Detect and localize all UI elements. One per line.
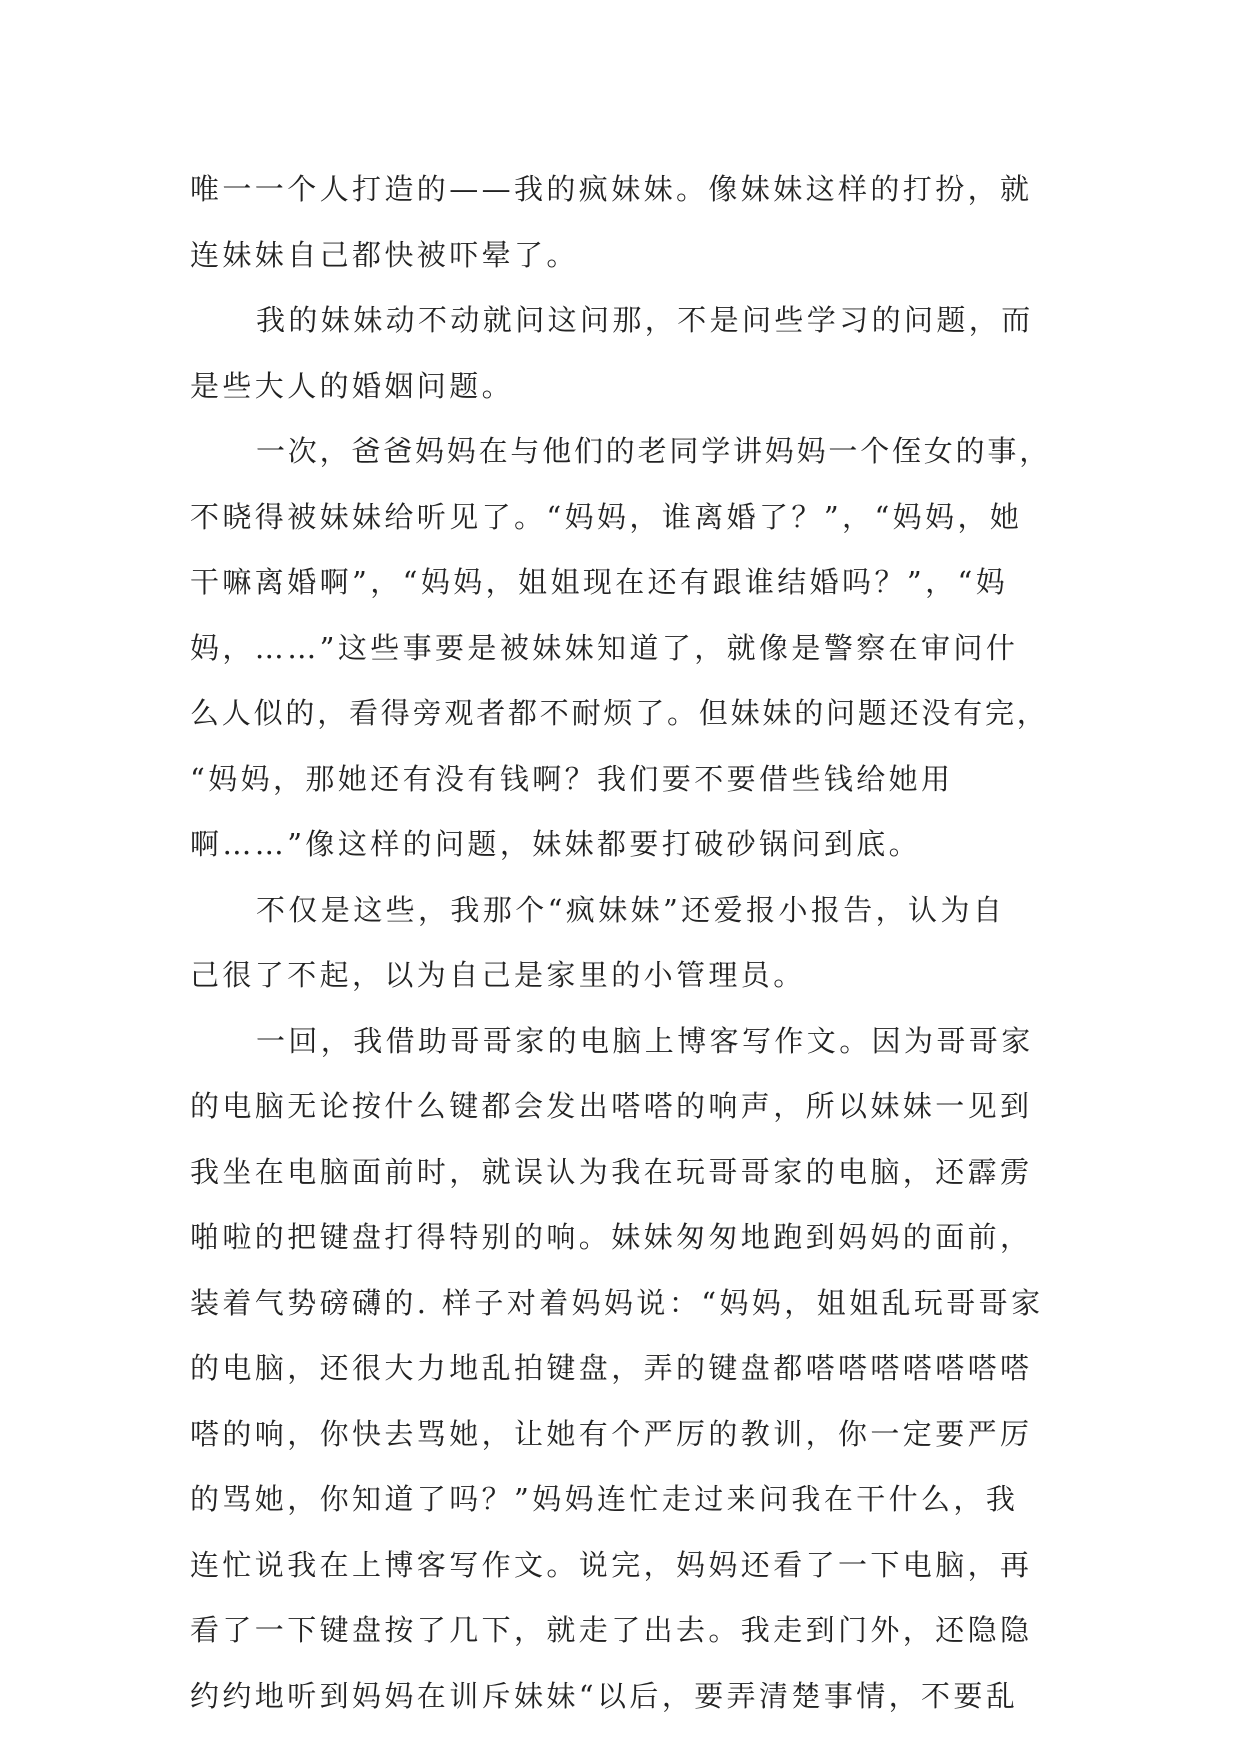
text-line: “妈妈，那她还有没有钱啊？我们要不要借些钱给她用 [190, 761, 954, 796]
text-line: 约约地听到妈妈在训斥妹妹“以后，要弄清楚事情，不要乱 [190, 1678, 1019, 1713]
text-line: 唯一一个人打造的——我的疯妹妹。像妹妹这样的打扮，就 [190, 172, 1033, 206]
text-line: 的骂她，你知道了吗？”妈妈连忙走过来问我在干什么，我 [190, 1482, 1019, 1516]
text-line: 嗒的响，你快去骂她，让她有个严厉的教训，你一定要严厉 [190, 1416, 1033, 1451]
text-line: 是些大人的婚姻问题。 [190, 368, 515, 403]
text-line: 不晓得被妹妹给听见了。“妈妈，谁离婚了？”，“妈妈，她 [190, 499, 1023, 534]
text-line: 连妹妹自己都快被吓晕了。 [190, 237, 579, 272]
text-line: 干嘛离婚啊”，“妈妈，姐姐现在还有跟谁结婚吗？”，“妈 [190, 565, 1009, 599]
text-line: 看了一下键盘按了几下，就走了出去。我走到门外，还隐隐 [190, 1613, 1033, 1647]
text-line: 我坐在电脑面前时，就误认为我在玩哥哥家的电脑，还霹雳 [190, 1154, 1033, 1189]
text-line: 么人似的，看得旁观者都不耐烦了。但妹妹的问题还没有完， [190, 696, 1049, 730]
text-line: 妈，……”这些事要是被妹妹知道了，就像是警察在审问什 [190, 630, 1019, 665]
text-line: 不仅是这些，我那个“疯妹妹”还爱报小报告，认为自 [256, 892, 1006, 927]
text-line: 啊……”像这样的问题，妹妹都要打破砂锅问到底。 [190, 827, 922, 861]
text-line: 的电脑，还很大力地乱拍键盘，弄的键盘都嗒嗒嗒嗒嗒嗒嗒 [190, 1351, 1033, 1385]
text-line: 装着气势磅礴的. 样子对着妈妈说：“妈妈，姐姐乱玩哥哥家 [190, 1285, 1044, 1320]
text-line: 己很了不起，以为自己是家里的小管理员。 [190, 958, 806, 992]
body-text [190, 157, 1052, 1729]
text-line: 一次，爸爸妈妈在与他们的老同学讲妈妈一个侄女的事， [256, 434, 1052, 468]
text-line: 连忙说我在上博客写作文。说完，妈妈还看了一下电脑，再 [190, 1547, 1033, 1582]
text-line: 我的妹妹动不动就问这问那，不是问些学习的问题，而 [256, 303, 1034, 337]
text-line: 一回，我借助哥哥家的电脑上博客写作文。因为哥哥家 [256, 1023, 1034, 1058]
text-line: 啪啦的把键盘打得特别的响。妹妹匆匆地跑到妈妈的面前， [190, 1220, 1033, 1254]
text-line: 的电脑无论按什么键都会发出嗒嗒的响声，所以妹妹一见到 [190, 1089, 1033, 1123]
